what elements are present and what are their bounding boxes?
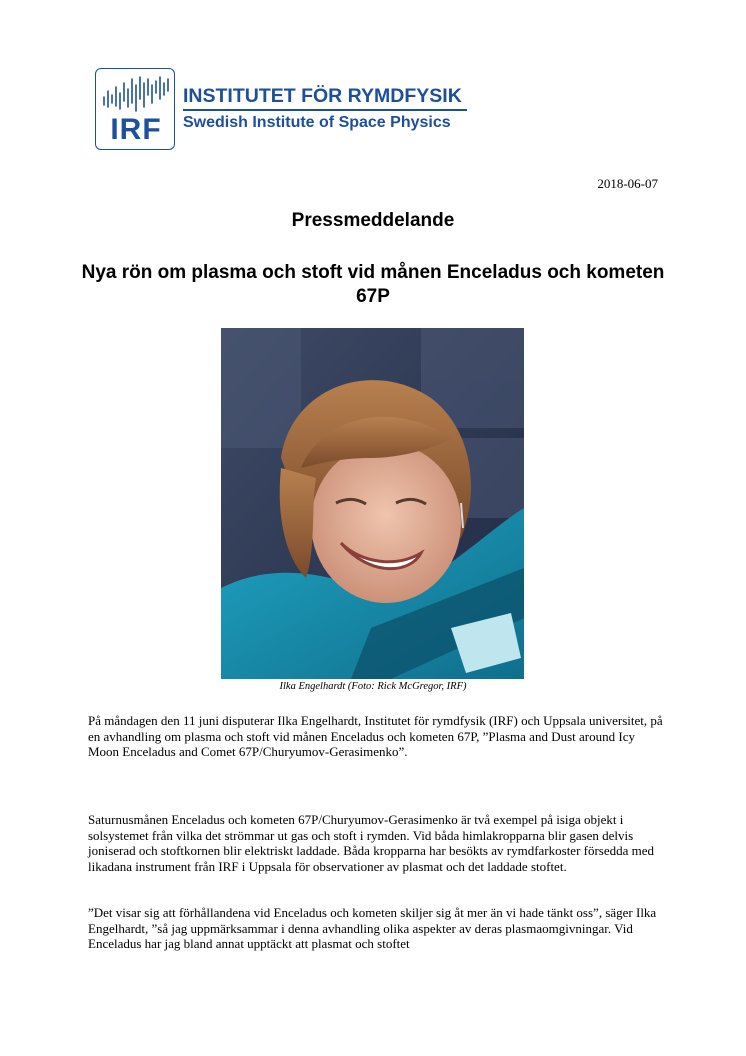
body-paragraph-3: ”Det visar sig att förhållandena vid Enceladus och kometen skiljer sig åt mer än vi hade tänkt oss”, säger Ilka Engelhardt, ”så jag uppmärksammar i denna avhandling olika aspekter av deras plasmaomgivningar. Vid Enceladus har jag bland annat upptäckt att plasmat och stoftet	[88, 905, 657, 951]
body-paragraph-2: Saturnusmånen Enceladus och kometen 67P/Churyumov-Gerasimenko är två exempel på isiga objekt i solsystemet från vilka det strömmar ut gas och stoft i rymden. Vid båda himlakropparna blir gasen delvis joniserad och stoftkornen blir elektriskt laddade. Båda kropparna har besökts av rymdfarkoster försedda med likadana instrument från IRF i Uppsala för observationer av plasmat och det laddade stoftet.	[88, 812, 655, 874]
waveform-icon	[101, 73, 171, 115]
headline: Nya rön om plasma och stoft vid månen Enceladus och kometen 67P	[81, 262, 665, 307]
photo-caption: Ilka Engelhardt (Foto: Rick McGregor, IRF)	[279, 681, 467, 692]
logo-emblem	[95, 68, 175, 150]
portrait-photo	[221, 328, 524, 679]
logo-abbreviation: IRF	[110, 113, 162, 146]
body-paragraph-1: På måndagen den 11 juni disputerar Ilka Engelhardt, Institutet för rymdfysik (IRF) och Uppsala universitet, på en avhandling om plasma och stoft vid månen Enceladus och kometen 67P, ”Plasma and Dust around Icy Moon Enceladus and Comet 67P/Churyumov-Gerasimenko”.	[88, 713, 663, 759]
logo-title: INSTITUTET FÖR RYMDFYSIK	[183, 85, 462, 107]
portrait-photo-image	[221, 328, 524, 679]
logo-subtitle: Swedish Institute of Space Physics	[183, 114, 451, 131]
irf-logo	[95, 68, 475, 152]
release-date: 2018-06-07	[597, 176, 658, 191]
document-label: Pressmeddelande	[291, 210, 455, 231]
logo-divider	[183, 109, 467, 111]
